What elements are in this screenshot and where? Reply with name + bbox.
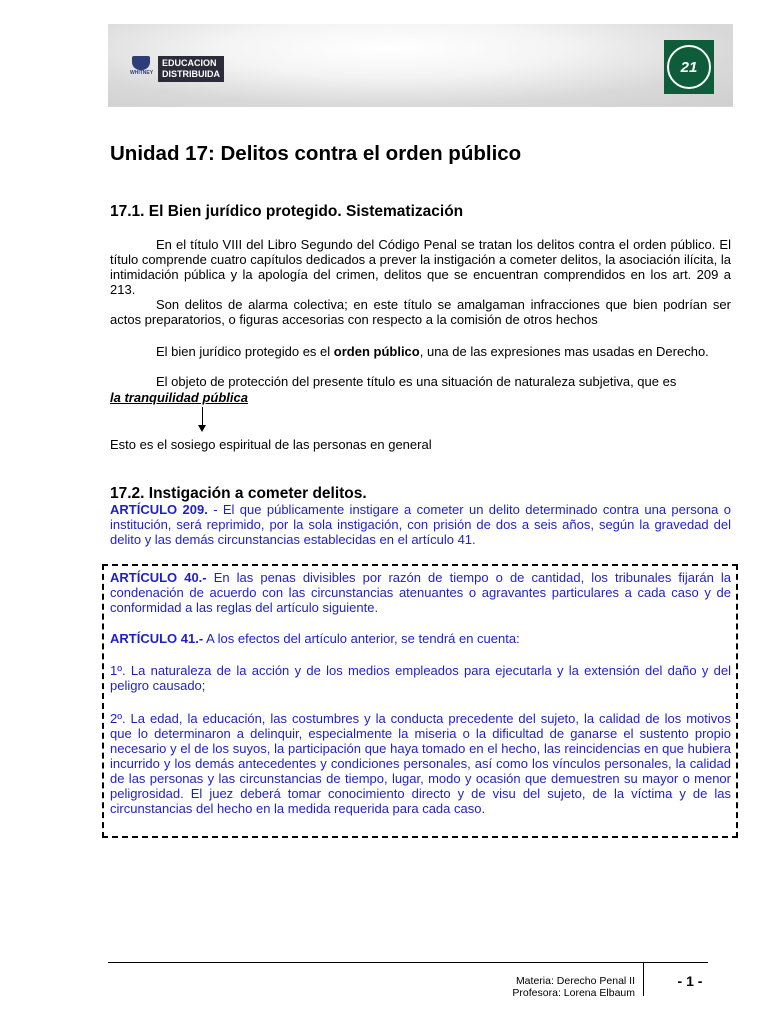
universidad-21-logo <box>664 40 714 94</box>
paragraph-2: Son delitos de alarma colectiva; en este título se amalgaman infracciones que bien podrían ser actos preparatorios, o figuras accesorias con respecto a la comisión de otros hechos <box>110 297 731 327</box>
paragraph-3: El bien jurídico protegido es el orden público, una de las expresiones mas usadas en Derecho. <box>156 344 709 359</box>
educacion-distribuida-logo <box>130 56 224 82</box>
paragraph-5: Esto es el sosiego espiritual de las personas en general <box>110 437 432 452</box>
logo-seal-icon: 21 <box>667 45 711 89</box>
university-crest-icon: WHITNEY <box>130 56 152 82</box>
orden-publico-bold: orden público <box>333 344 420 359</box>
articulo-209: ARTÍCULO 209. - El que públicamente instigare a cometer un delito determinado contra una persona o institución, será reprimido, por la sola instigación, con prisión de dos a seis años, según la gravedad del delito y las demás circunstancias establecidas en el artículo 41. <box>110 502 731 547</box>
logo-text-line1: EDUCACION <box>162 58 217 68</box>
tranquilidad-publica-emphasis: la tranquilidad pública <box>110 390 248 405</box>
articulo-41-item-2: 2º. La edad, la educación, las costumbres y la conducta precedente del sujeto, la calidad de los motivos que lo determinaron a delinquir, especialmente la miseria o la dificultad de ganarse el sustento propio necesario y el de los suyos, la participación que haya tomado en el hecho, las reincidencias en que hubiera incurrido y los demás antecedentes y condiciones personales, así como los vínculos personales, la calidad de las personas y las circunstancias de tiempo, lugar, modo y ocasión que demuestren su mayor o menor peligrosidad. El juez deberá tomar conocimiento directo y de visu del sujeto, de la víctima y de las circunstancias del hecho en la medida requerida para cada caso. <box>110 711 731 816</box>
footer-profesora: Profesora: Lorena Elbaum <box>512 987 635 999</box>
paragraph-1: En el título VIII del Libro Segundo del Código Penal se tratan los delitos contra el orden público. El título comprende cuatro capítulos dedicados a prever la instigación a cometer delitos, la asociación ilícita, la intimidación pública y la apología del crimen, delitos que se encuentran comprendidos en los art. 209 a 213. <box>110 237 731 297</box>
down-arrow-icon <box>202 407 203 427</box>
logo-text-box <box>158 56 224 82</box>
section1-heading: 17.1. El Bien jurídico protegido. Sistematización <box>110 203 464 220</box>
articulo-41: ARTÍCULO 41.- A los efectos del artículo anterior, se tendrá en cuenta: <box>110 631 520 646</box>
articulo-41-item-1: 1º. La naturaleza de la acción y de los medios empleados para ejecutarla y la extensión del daño y del peligro causado; <box>110 663 731 693</box>
arrow-head-icon <box>198 425 206 432</box>
articulo-40: ARTÍCULO 40.- En las penas divisibles por razón de tiempo o de cantidad, los tribunales fijarán la condenación de acuerdo con las circunstancias atenuantes o agravantes particulares a cada caso y de conformidad a las reglas del artículo siguiente. <box>110 570 732 615</box>
footer-separator <box>643 963 644 996</box>
logo-text-line2: DISTRIBUIDA <box>162 69 220 79</box>
footer-divider <box>108 962 708 963</box>
footer-info <box>480 975 635 999</box>
page-title: Unidad 17: Delitos contra el orden público <box>110 142 522 165</box>
page-number: - 1 - <box>677 973 703 989</box>
section2-heading: 17.2. Instigación a cometer delitos. <box>110 485 367 502</box>
paragraph-4: El objeto de protección del presente título es una situación de naturaleza subjetiva, que es <box>156 374 677 389</box>
footer-materia: Materia: Derecho Penal II <box>515 975 635 987</box>
